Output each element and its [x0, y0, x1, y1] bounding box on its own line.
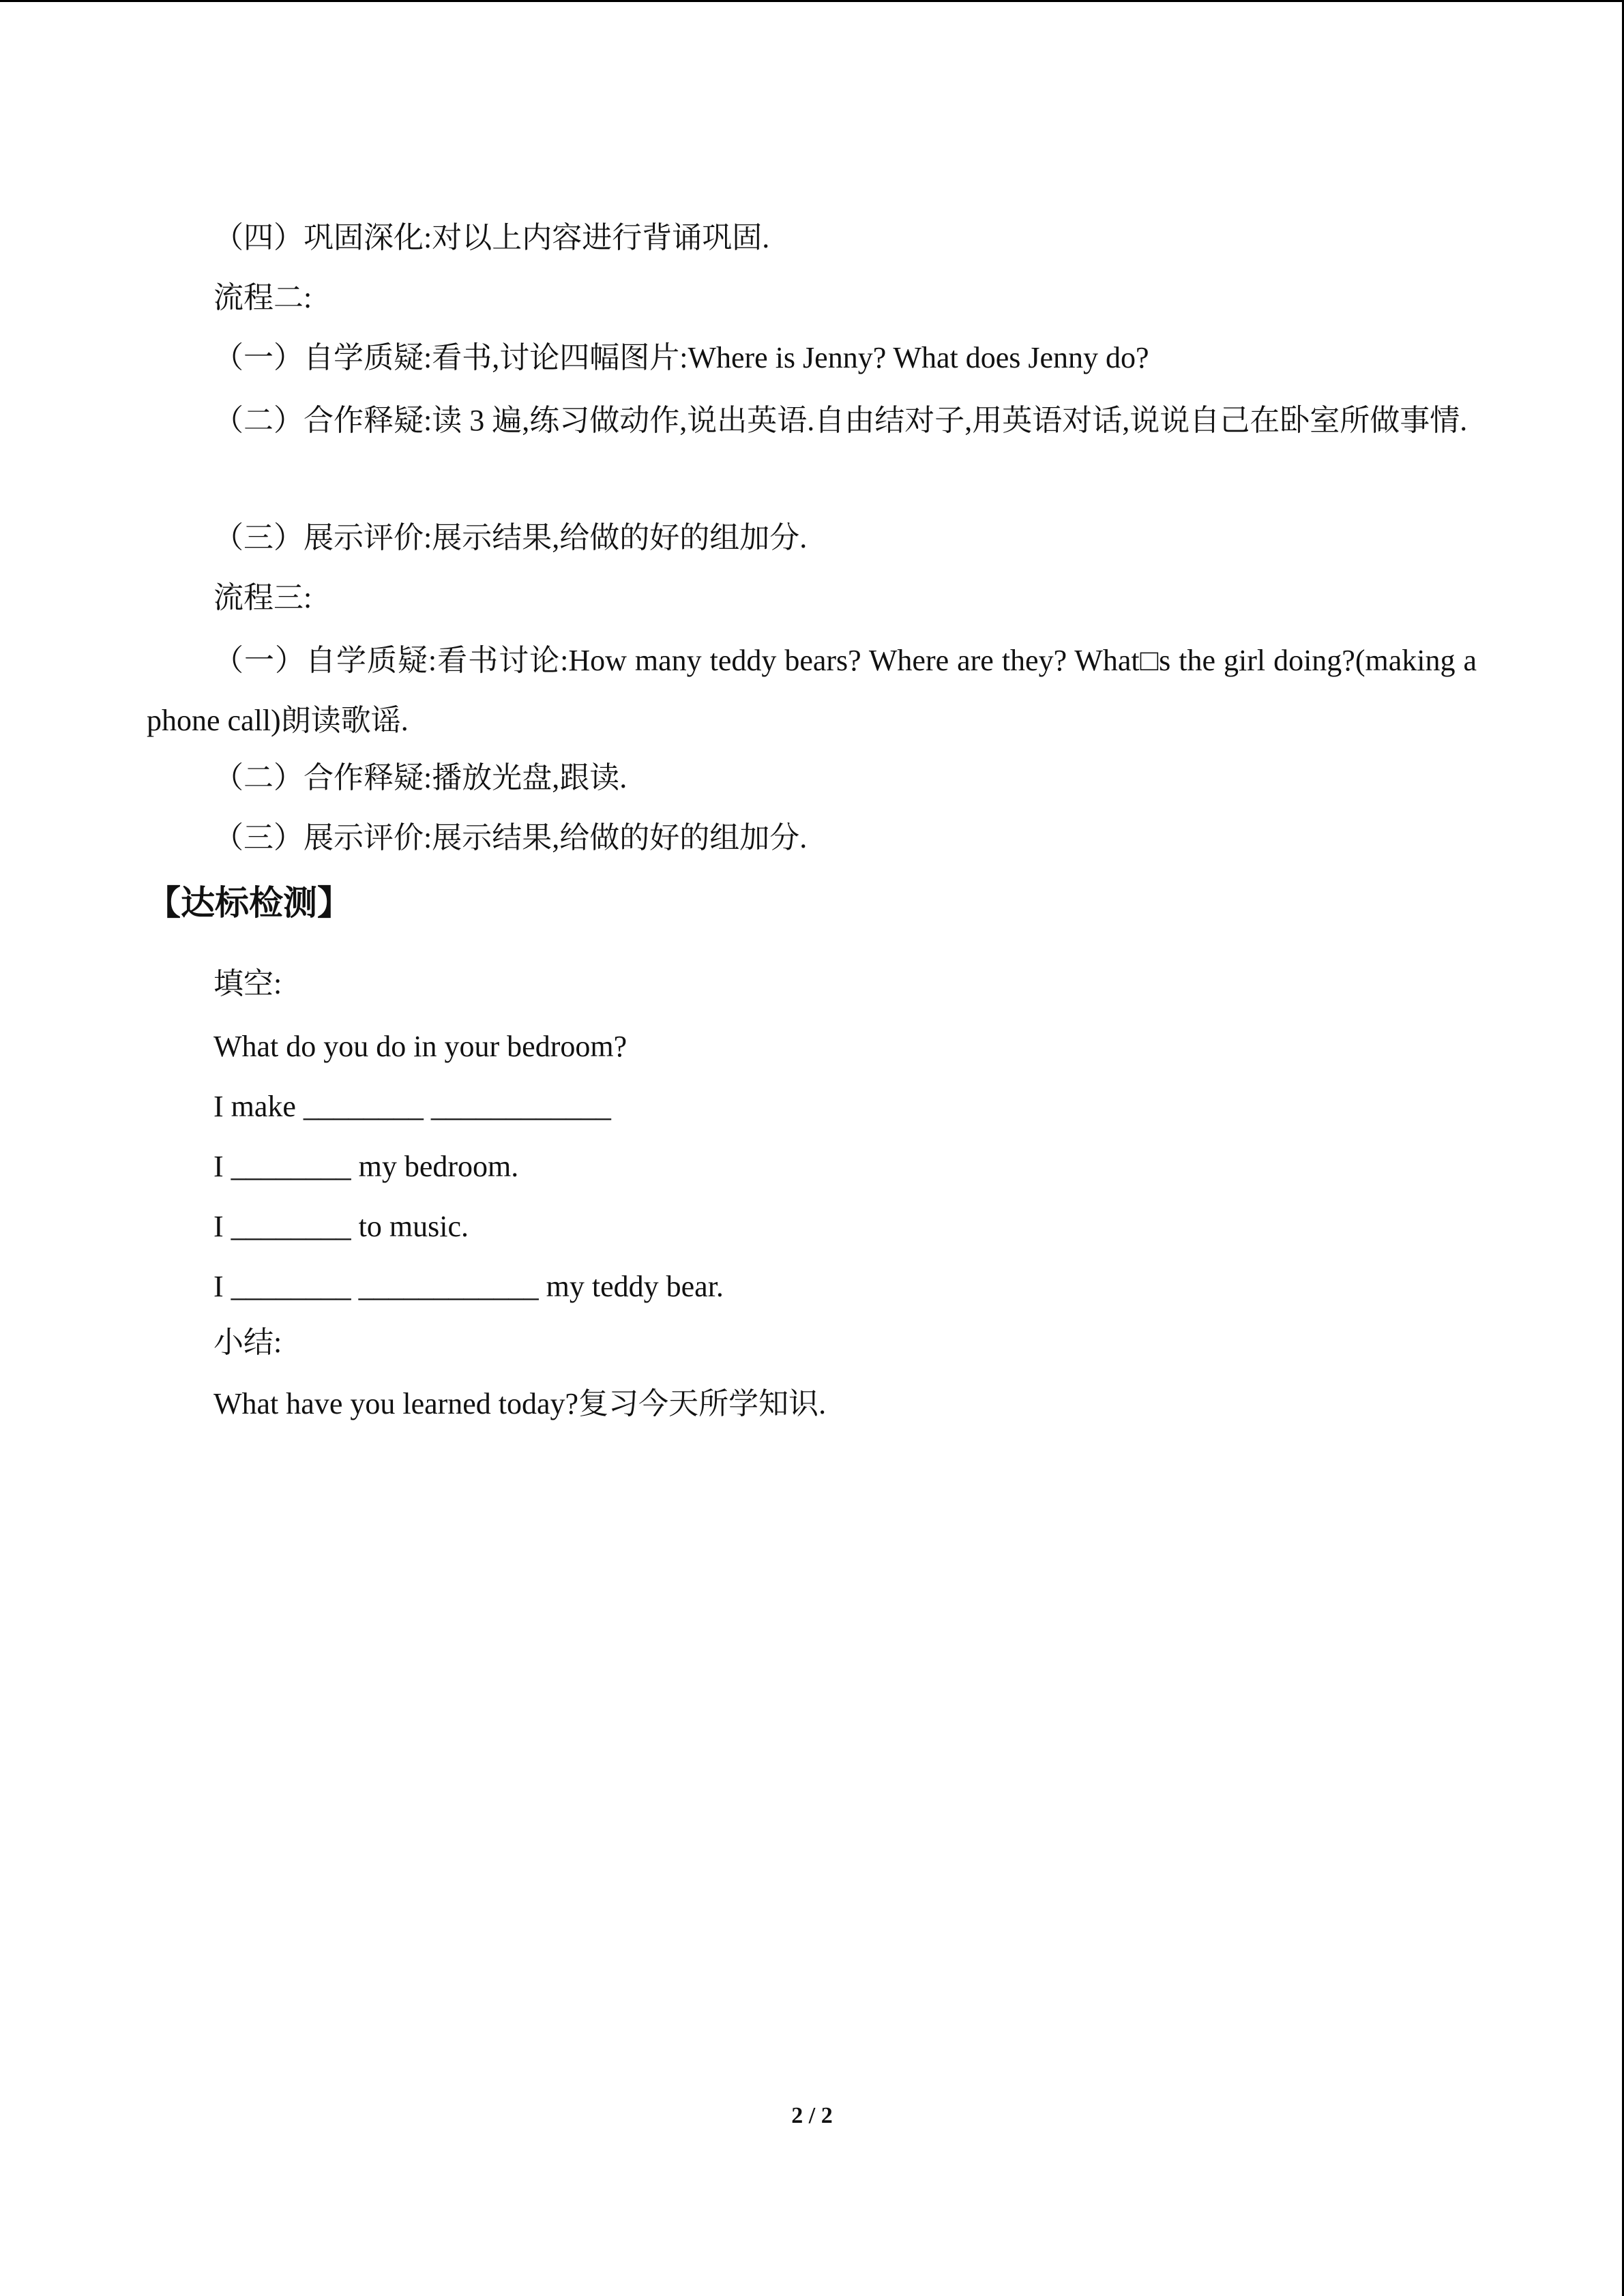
paragraph-self-study-1: （一）自学质疑:看书,讨论四幅图片:Where is Jenny? What does Jenny do? [213, 341, 1149, 374]
paragraph-cooperate-2: （二）合作释疑:播放光盘,跟读. [213, 761, 628, 794]
paragraph-evaluate-1: （三）展示评价:展示结果,给做的好的组加分. [213, 521, 808, 554]
fill-blank-label: 填空: [213, 967, 282, 1000]
paragraph-process-three: 流程三: [213, 581, 312, 614]
blank-line-4: I ________ ____________ my teddy bear. [213, 1270, 724, 1303]
blank-line-2: I ________ my bedroom. [213, 1150, 519, 1183]
blank-line-1: I make ________ ____________ [213, 1090, 611, 1123]
summary-line: What have you learned today?复习今天所学知识. [213, 1387, 827, 1420]
section-heading: 【达标检测】 [147, 883, 351, 923]
blank-line-3: I ________ to music. [213, 1210, 469, 1243]
page-number: 2 / 2 [791, 2103, 833, 2128]
paragraph-consolidate: （四）巩固深化:对以上内容进行背诵巩固. [213, 221, 770, 254]
paragraph-self-study-2: （一）自学质疑:看书讨论:How many teddy bears? Where are they? What□s the girl doing?(making a phone call)朗读歌谣. [147, 644, 1477, 737]
paragraph-process-two: 流程二: [213, 281, 312, 314]
summary-label: 小结: [213, 1326, 282, 1359]
paragraph-evaluate-2: （三）展示评价:展示结果,给做的好的组加分. [213, 821, 808, 854]
paragraph-cooperate-1: （二）合作释疑:读 3 遍,练习做动作,说出英语.自由结对子,用英语对话,说说自己在卧室所做事情. [213, 404, 1468, 437]
question-line: What do you do in your bedroom? [213, 1030, 628, 1063]
